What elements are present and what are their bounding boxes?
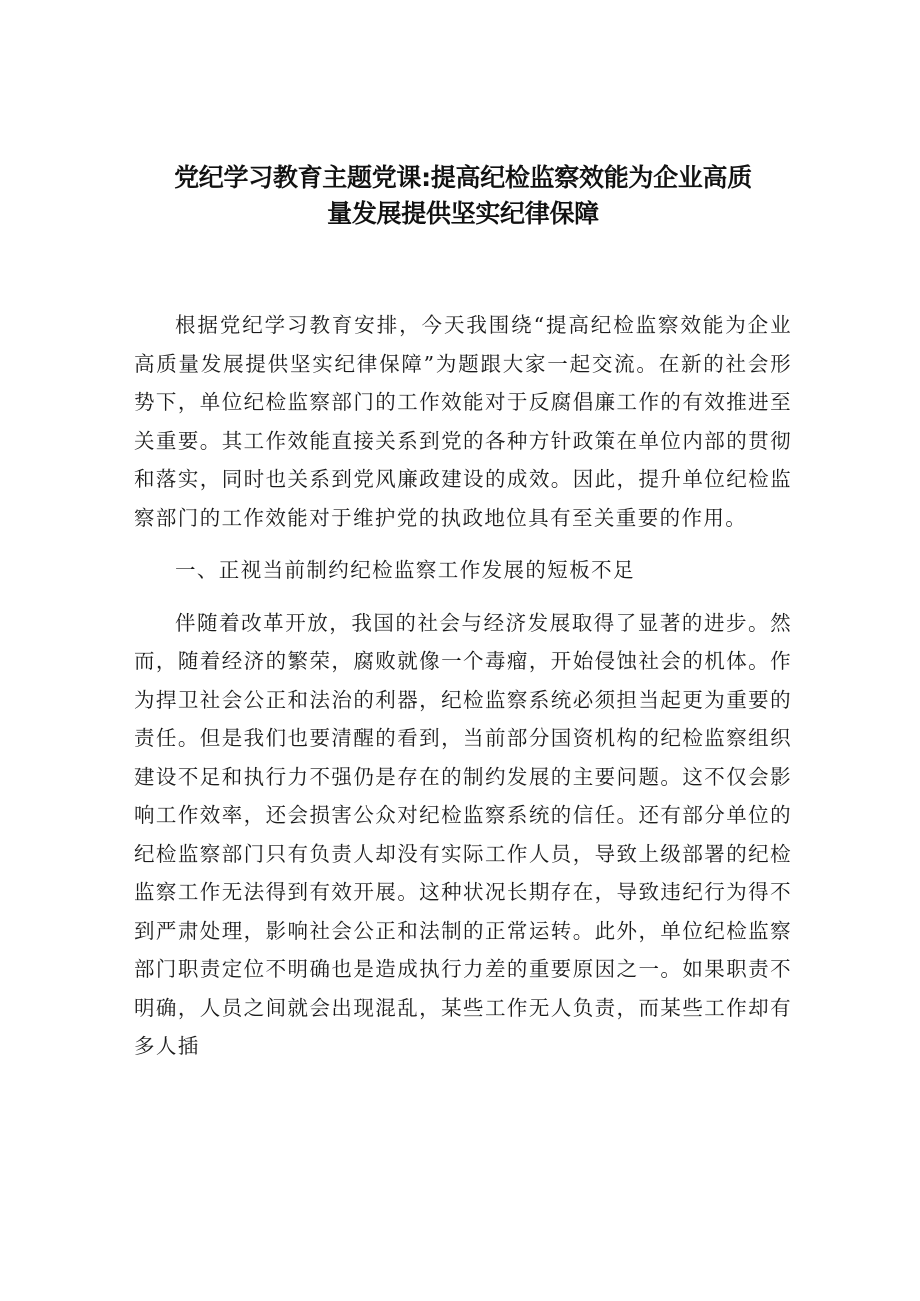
title-line-2: 量发展提供坚实纪律保障	[327, 199, 599, 228]
title-line-1: 党纪学习教育主题党课:提高纪检监察效能为企业高质	[174, 163, 752, 192]
intro-paragraph: 根据党纪学习教育安排，今天我围绕“提高纪检监察效能为企业高质量发展提供坚实纪律保障”为题跟大家一起交流。在新的社会形势下，单位纪检监察部门的工作效能对于反腐倡廉工作的有效推进至关重要。其工作效能直接关系到党的各种方针政策在单位内部的贯彻和落实，同时也关系到党风廉政建设的成效。因此，提升单位纪检监察部门的工作效能对于维护党的执政地位具有至关重要的作用。	[134, 313, 792, 530]
document-body	[134, 306, 792, 1066]
document-title	[134, 160, 792, 232]
section-heading: 一、正视当前制约纪检监察工作发展的短板不足	[175, 558, 635, 582]
body-paragraph: 伴随着改革开放，我国的社会与经济发展取得了显著的进步。然而，随着经济的繁荣，腐败就像一个毒瘤，开始侵蚀社会的机体。作为捍卫社会公正和法治的利器，纪检监察系统必须担当起更为重要的责任。但是我们也要清醒的看到，当前部分国资机构的纪检监察组织建设不足和执行力不强仍是存在的制约发展的主要问题。这不仅会影响工作效率，还会损害公众对纪检监察系统的信任。还有部分单位的纪检监察部门只有负责人却没有实际工作人员，导致上级部署的纪检监察工作无法得到有效开展。这种状况长期存在，导致违纪行为得不到严肃处理，影响社会公正和法制的正常运转。此外，单位纪检监察部门职责定位不明确也是造成执行力差的重要原因之一。如果职责不明确，人员之间就会出现混乱，某些工作无人负责，而某些工作却有多人插	[134, 610, 792, 1058]
